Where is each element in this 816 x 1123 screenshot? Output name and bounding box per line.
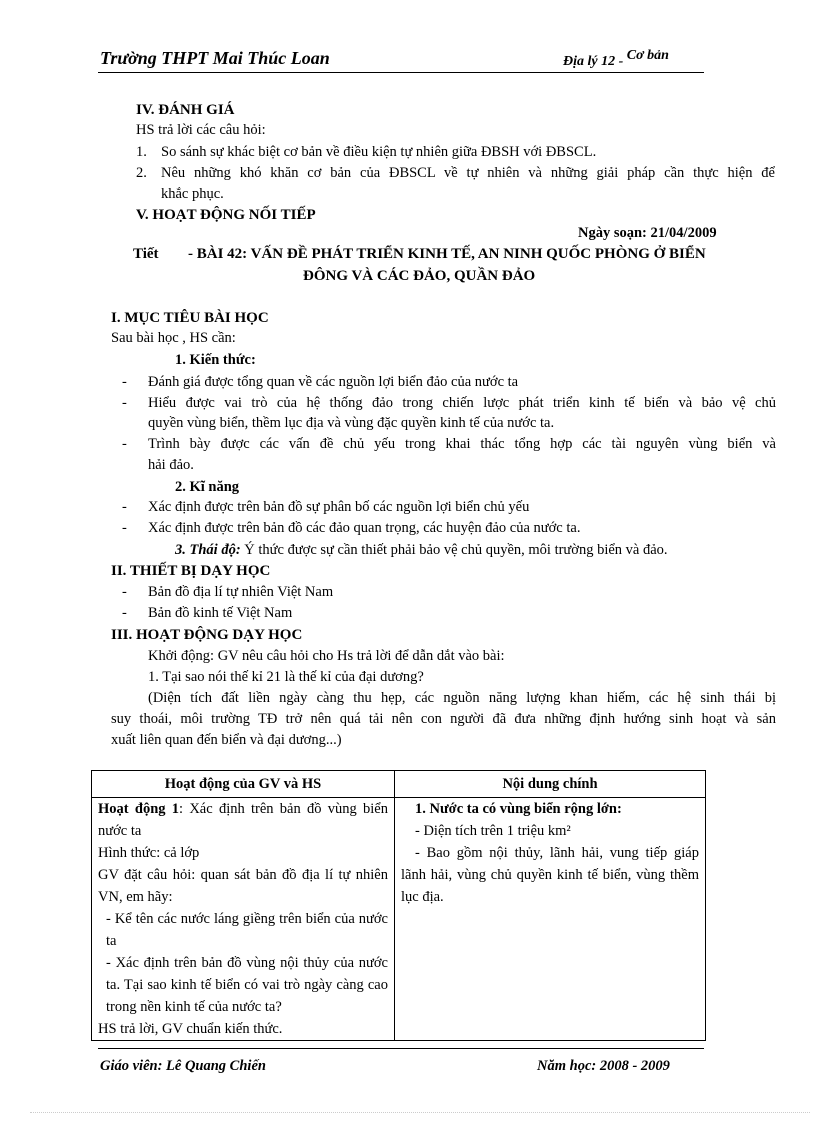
table-row	[92, 798, 706, 1041]
activity-teacher-question: GV đặt câu hỏi: quan sát bản đồ địa lí tự nhiên VN, em hãy:	[98, 867, 388, 905]
lesson-prefix: Tiết	[133, 246, 159, 262]
header-level: Cơ bản	[626, 48, 669, 63]
section-4-intro: HS trả lời các câu hỏi:	[136, 122, 266, 138]
header-subject	[563, 48, 669, 70]
table-cell-content	[395, 798, 706, 1041]
knowledge-item-3-line2: hải đảo.	[148, 457, 194, 473]
equipment-title: II. THIẾT BỊ DẠY HỌC	[111, 563, 271, 579]
bullet-dash: -	[122, 520, 127, 536]
objectives-title: I. MỤC TIÊU BÀI HỌC	[111, 310, 269, 326]
header-rule	[98, 72, 704, 73]
equipment-item-1: Bản đồ địa lí tự nhiên Việt Nam	[148, 584, 334, 600]
activity-1-label: Hoạt động 1	[98, 801, 180, 817]
bullet-dash: -	[122, 395, 127, 411]
skill-item-2: Xác định được trên bản đồ các đảo quan trọng, các huyện đảo của nước ta.	[148, 520, 581, 536]
activity-task-1: - Kể tên các nước láng giềng trên biển của nước ta	[106, 911, 388, 949]
q2-text-line2: khắc phục.	[161, 186, 224, 202]
activity-1-text: : Xác định trên bản đồ vùng biển nước ta	[98, 801, 388, 839]
activity-task-2: - Xác định trên bản đồ vùng nội thủy của nước ta. Tại sao kinh tế biển có vai trò ngày càng cao trong nền kinh tế của nước ta?	[106, 955, 388, 1015]
activities-answer-line3: xuất liên quan đến biển và đại dương...)	[111, 732, 342, 748]
knowledge-item-2-line1: Hiểu được vai trò của hệ thống đảo trong chiến lược phát triển kinh tế biển và bảo vệ chủ	[148, 395, 776, 411]
skill-item-1: Xác định được trên bản đồ sự phân bố các nguồn lợi biển chủ yếu	[148, 499, 530, 515]
attitude-label: 3. Thái độ:	[175, 542, 241, 558]
attitude-text: Ý thức được sự cần thiết phải bảo vệ chủ quyền, môi trường biển và đảo.	[240, 542, 668, 558]
footer-teacher: Giáo viên: Lê Quang Chiến	[100, 1058, 266, 1074]
knowledge-title: 1. Kiến thức:	[175, 352, 256, 368]
skills-title: 2. Kĩ năng	[175, 479, 240, 495]
q1-text: So sánh sự khác biệt cơ bản về điều kiện tự nhiên giữa ĐBSH với ĐBSCL.	[161, 144, 597, 160]
knowledge-item-1: Đánh giá được tổng quan về các nguồn lợi biển đảo của nước ta	[148, 374, 519, 390]
objectives-intro: Sau bài học , HS cần:	[111, 330, 236, 346]
activities-answer-line1: (Diện tích đất liền ngày càng thu hẹp, các nguồn năng lượng khan hiếm, các hệ sinh thái bị	[148, 690, 776, 706]
q2-number: 2.	[136, 165, 147, 181]
bullet-dash: -	[122, 584, 127, 600]
footer-year: Năm học: 2008 - 2009	[537, 1058, 670, 1074]
bullet-dash: -	[122, 499, 127, 515]
lesson-activity-table	[91, 770, 706, 1041]
content-point-1: - Diện tích trên 1 triệu km²	[415, 823, 571, 839]
bullet-dash: -	[122, 374, 127, 390]
attitude-line	[175, 540, 668, 560]
bullet-dash: -	[122, 605, 127, 621]
table-header-activities: Hoạt động của GV và HS	[92, 771, 395, 798]
q1-number: 1.	[136, 144, 147, 160]
activity-form: Hình thức: cả lớp	[98, 845, 200, 861]
content-point-2: - Bao gồm nội thủy, lãnh hải, vung tiếp giáp lãnh hải, vùng chủ quyền kinh tế biển, vùng thềm lục địa.	[401, 845, 699, 905]
activities-question: 1. Tại sao nói thế kỉ 21 là thế kỉ của đại dương?	[148, 669, 424, 685]
header-subject-name: Địa lý 12 -	[563, 54, 624, 69]
table-header-row	[92, 771, 706, 798]
header-school: Trường THPT Mai Thúc Loan	[100, 48, 330, 68]
activity-1-line	[98, 798, 388, 842]
equipment-item-2: Bản đồ kinh tế Việt Nam	[148, 605, 293, 621]
content-heading: 1. Nước ta có vùng biển rộng lớn:	[415, 801, 622, 817]
footer-rule	[98, 1048, 704, 1049]
activities-answer-line2: suy thoái, môi trường TĐ trở nên quá tải nên con người đã đưa những định hướng sinh hoạt và sản	[111, 711, 776, 727]
page-bottom-dotted-rule	[30, 1112, 810, 1113]
section-5-title: V. HOẠT ĐỘNG NỐI TIẾP	[136, 207, 316, 223]
knowledge-item-3-line1: Trình bày được các vấn đề chủ yếu trong khai thác tổng hợp các tài nguyên vùng biển và	[148, 436, 776, 452]
knowledge-item-2-line2: quyền vùng biển, thềm lục địa và vùng đặc quyền kinh tế của nước ta.	[148, 415, 555, 431]
table-cell-activities	[92, 798, 395, 1041]
q2-text-line1: Nêu những khó khăn cơ bản của ĐBSCL về tự nhiên và những giải pháp cần thực hiện để	[161, 165, 775, 181]
activities-title: III. HOẠT ĐỘNG DẠY HỌC	[111, 627, 303, 643]
bullet-dash: -	[122, 436, 127, 452]
section-4-title: IV. ĐÁNH GIÁ	[136, 102, 235, 118]
lesson-title-line1: - BÀI 42: VẤN ĐỀ PHÁT TRIỂN KINH TẾ, AN NINH QUỐC PHÒNG Ở BIỂN	[188, 246, 706, 262]
lesson-title-line2: ĐÔNG VÀ CÁC ĐẢO, QUẦN ĐẢO	[303, 268, 536, 284]
table-header-content: Nội dung chính	[395, 771, 706, 798]
lesson-date: Ngày soạn: 21/04/2009	[578, 225, 717, 241]
activity-student-answer: HS trả lời, GV chuẩn kiến thức.	[98, 1021, 283, 1037]
activities-opening: Khởi động: GV nêu câu hỏi cho Hs trả lời để dẫn dắt vào bài:	[148, 648, 505, 664]
